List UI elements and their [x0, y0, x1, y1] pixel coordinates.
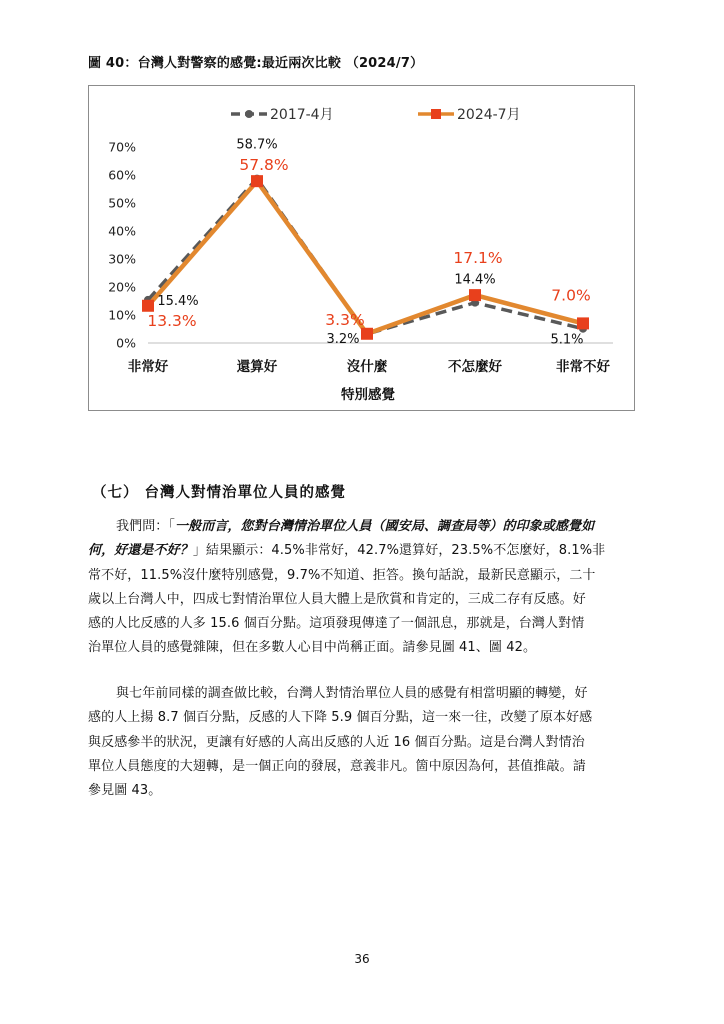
paragraph-1-line-4: 歲以上台灣人中，四成七對情治單位人員大體上是欣賞和肯定的，三成二存有反感。好 [88, 591, 586, 607]
x-tick-label: 非常好 [127, 359, 169, 375]
survey-question-quote-end: 何，好還是不好？ [88, 543, 193, 559]
data-label-2024: 57.8% [239, 156, 289, 175]
series-layer [142, 175, 589, 340]
paragraph-1-results: 」結果顯示：4.5%非常好，42.7%還算好，23.5%不怎麼好，8.1%非 [192, 543, 606, 559]
y-tick-label: 10% [108, 307, 136, 323]
data-label-2017: 14.4% [454, 272, 496, 288]
x-tick-label: 還算好 [236, 359, 278, 375]
y-tick-label: 70% [108, 139, 136, 155]
y-tick-label: 40% [108, 223, 136, 239]
y-tick-label: 30% [108, 251, 136, 267]
y-axis-ticks [108, 140, 136, 351]
series-line-2017 [148, 179, 583, 334]
series-line-2024 [148, 181, 583, 334]
x-axis-title: 特別感覺 [341, 387, 395, 403]
paragraph-1 [88, 515, 646, 661]
x-tick-label: 非常不好 [556, 359, 610, 375]
data-point-2024 [251, 175, 263, 187]
line-chart [88, 85, 635, 411]
legend-item-2017 [231, 107, 334, 123]
figure-caption: 圖 40：台灣人對警察的感覺:最近兩次比較 （2024/7） [88, 56, 424, 71]
paragraph-2-line-2: 感的人上揚 8.7 個百分點，反感的人下降 5.9 個百分點，這一來一往，改變了原本好感 [88, 710, 593, 726]
paragraph-2-line-1: 與七年前同樣的調查做比較，台灣人對情治單位人員的感覺有相當明顯的轉變，好 [116, 686, 588, 701]
data-point-2024 [577, 317, 589, 329]
data-point-2024 [361, 328, 373, 340]
data-label-2017: 3.2% [326, 332, 360, 348]
section-heading: （七） 台灣人對情治單位人員的感覺 [92, 485, 347, 501]
data-label-2024: 3.3% [325, 310, 365, 329]
data-label-2017: 58.7% [236, 137, 278, 153]
legend-item-2024 [418, 107, 521, 123]
data-point-2024 [469, 289, 481, 301]
paragraph-1-line-6: 治單位人員的感覺雜陳，但在多數人心目中尚稱正面。請參見圖 41、圖 42。 [88, 640, 537, 656]
data-point-2024 [142, 300, 154, 312]
y-tick-label: 50% [108, 195, 136, 211]
data-label-2024: 7.0% [551, 286, 591, 305]
paragraph-2 [88, 682, 646, 803]
x-axis-ticks [128, 358, 611, 375]
page-number: 36 [354, 952, 370, 966]
x-tick-label: 不怎麼好 [448, 359, 502, 375]
legend-label-2017: 2017-4月 [270, 107, 334, 123]
y-tick-label: 20% [108, 279, 136, 295]
data-label-2024: 17.1% [453, 249, 503, 268]
paragraph-1-lead: 我們問：「 [116, 519, 176, 534]
chart-svg [89, 86, 636, 412]
y-tick-label: 60% [108, 167, 136, 183]
paragraph-2-line-5: 參見圖 43。 [88, 783, 162, 799]
chart-legend [231, 107, 521, 123]
data-label-2017: 5.1% [550, 332, 584, 348]
survey-question-quote: 一般而言，您對台灣情治單位人員（國安局、調查局等）的印象或感覺如 [175, 519, 595, 534]
paragraph-2-line-4: 單位人員態度的大翅轉，是一個正向的發展，意義非凡。箇中原因為何，甚值推敲。請 [88, 758, 586, 774]
paragraph-2-line-3: 與反感參半的狀況，更讓有好感的人高出反感的人近 16 個百分點。這是台灣人對情治 [88, 734, 585, 750]
x-tick-label: 沒什麼 [346, 359, 388, 375]
legend-label-2024: 2024-7月 [457, 107, 521, 123]
paragraph-1-line-3: 常不好，11.5%沒什麼特別感覺，9.7%不知道、拒答。換句話說，最新民意顯示，二十 [88, 567, 596, 583]
y-tick-label: 0% [116, 335, 136, 351]
data-label-2017: 15.4% [157, 293, 199, 309]
paragraph-1-line-5: 感的人比反感的人多 15.6 個百分點。這項發現傳達了一個訊息，那就是，台灣人對情 [88, 616, 585, 632]
data-label-2024: 13.3% [147, 311, 197, 330]
